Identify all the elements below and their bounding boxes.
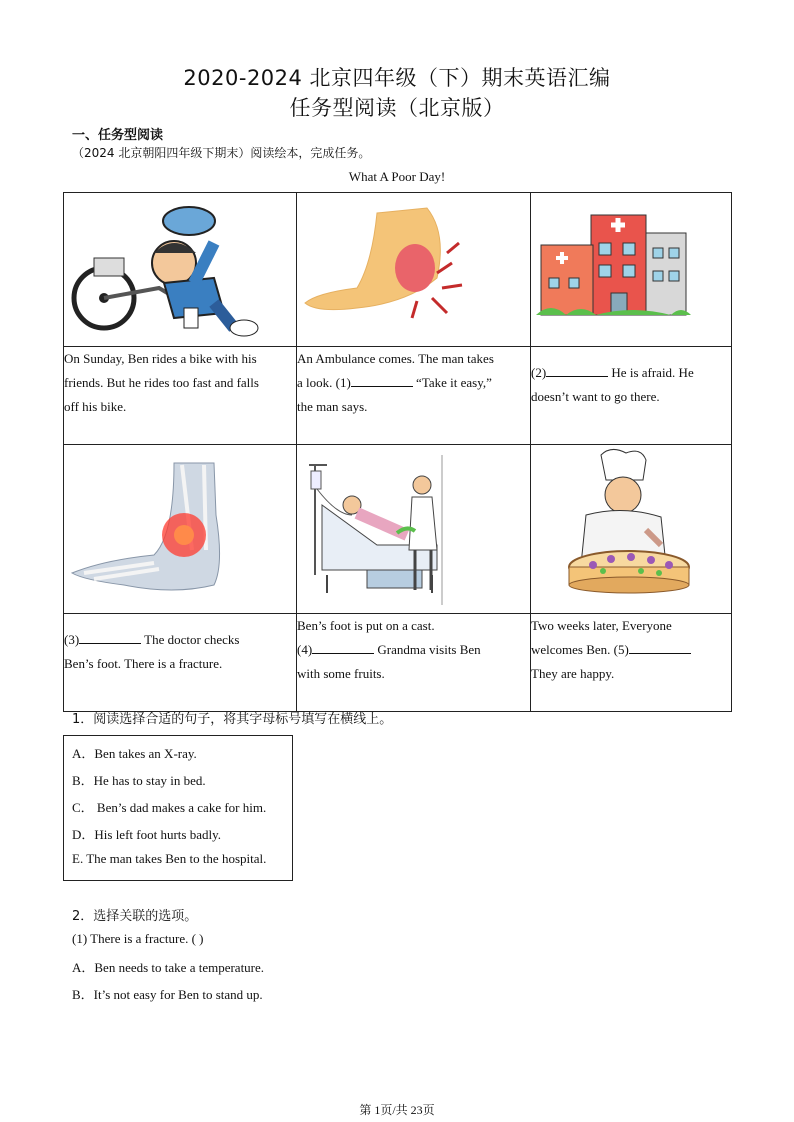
question-1-options-box — [63, 735, 293, 881]
panel-6-line-1: Two weeks later, Everyone — [531, 618, 672, 633]
panel-5-text — [297, 614, 531, 712]
chef-decorating-cake-icon — [531, 445, 732, 613]
question-1-prompt: 1．阅读选择合适的句子，将其字母标号填写在横线上。 — [72, 712, 393, 727]
panel-2-image — [297, 193, 531, 347]
blank-label-4: (4) — [297, 642, 313, 657]
option-b[interactable]: B．He has to stay in bed. — [72, 773, 206, 788]
answer-blank-2[interactable] — [546, 362, 608, 377]
section-heading: 一、任务型阅读 — [72, 128, 164, 143]
blank-label-5: welcomes Ben. (5) — [531, 642, 629, 657]
panel-1-line-3: off his bike. — [64, 399, 127, 414]
story-table — [63, 192, 732, 712]
panel-2-line-2 — [297, 371, 530, 395]
panel-5-image — [297, 445, 531, 614]
panel-1-text — [64, 347, 297, 445]
panel-3-image — [531, 193, 732, 347]
question-2-prompt: 2．选择关联的选项。 — [72, 909, 198, 924]
page-number: 第 1页/共 23页 — [359, 1103, 435, 1117]
blank-label-2: (2) — [531, 365, 547, 380]
hurting-foot-icon — [297, 193, 531, 346]
foot-xray-icon — [64, 445, 297, 613]
option-a[interactable]: A．Ben takes an X-ray. — [72, 746, 197, 761]
hospital-building-icon — [531, 193, 732, 346]
panel-3-sentence: He is afraid. He — [608, 365, 694, 380]
panel-5-line-2 — [297, 638, 530, 662]
answer-blank-1[interactable] — [351, 372, 413, 387]
panel-4-image — [64, 445, 297, 614]
panel-2-line-1: An Ambulance comes. The man takes — [297, 351, 494, 366]
panel-1-image — [64, 193, 297, 347]
panel-6-text — [531, 614, 732, 712]
panel-4-line-2: Ben’s foot. There is a fracture. — [64, 656, 223, 671]
blank-label-3: (3) — [64, 632, 80, 647]
panel-2-quote: “Take it easy,” — [412, 375, 492, 390]
panel-5-sentence: Grandma visits Ben — [374, 642, 481, 657]
question-2-item-1[interactable]: (1) There is a fracture. ( ) — [72, 931, 204, 946]
option-d[interactable]: D．His left foot hurts badly. — [72, 827, 221, 842]
panel-3-text — [531, 347, 732, 445]
blank-label-1: a look. (1) — [297, 375, 351, 390]
panel-5-line-1: Ben’s foot is put on a cast. — [297, 618, 435, 633]
option-e[interactable]: E. The man takes Ben to the hospital. — [72, 851, 267, 866]
panel-3-line-2: doesn’t want to go there. — [531, 389, 660, 404]
answer-blank-3[interactable] — [79, 629, 141, 644]
document-title-line1: 2020-2024 北京四年级（下）期末英语汇编 — [183, 66, 611, 90]
answer-blank-4[interactable] — [312, 639, 374, 654]
panel-4-text — [64, 614, 297, 712]
panel-1-line-1: On Sunday, Ben rides a bike with his — [64, 351, 257, 366]
answer-blank-5[interactable] — [629, 639, 691, 654]
question-2-option-b[interactable]: B．It’s not easy for Ben to stand up. — [72, 987, 263, 1002]
panel-6-image — [531, 445, 732, 614]
question-source: （2024 北京朝阳四年级下期末）阅读绘本，完成任务。 — [72, 146, 371, 160]
panel-2-text — [297, 347, 531, 445]
option-c[interactable]: C． Ben’s dad makes a cake for him. — [72, 800, 267, 815]
panel-6-line-2 — [531, 638, 731, 662]
panel-1-line-2: friends. But he rides too fast and falls — [64, 375, 259, 390]
panel-5-line-3: with some fruits. — [297, 666, 385, 681]
panel-3-line-1 — [531, 361, 731, 385]
document-title-line2: 任务型阅读（北京版） — [289, 96, 505, 120]
question-2-option-a[interactable]: A．Ben needs to take a temperature. — [72, 960, 265, 975]
panel-4-sentence: The doctor checks — [141, 632, 240, 647]
boy-falling-off-bike-icon — [64, 193, 297, 346]
story-title: What A Poor Day! — [348, 169, 446, 184]
panel-2-line-3: the man says. — [297, 399, 368, 414]
panel-4-line-1 — [64, 628, 296, 652]
panel-6-line-3: They are happy. — [531, 666, 615, 681]
patient-in-bed-icon — [297, 445, 531, 613]
